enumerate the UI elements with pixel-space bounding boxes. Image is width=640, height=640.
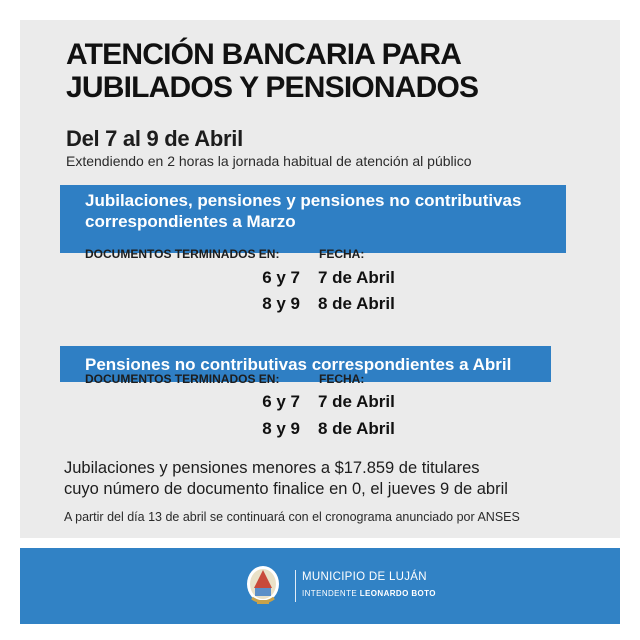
section2-row1-date: 7 de Abril (318, 392, 395, 411)
title-line-1: ATENCIÓN BANCARIA PARA (66, 38, 462, 71)
section1-row1-date: 7 de Abril (318, 268, 395, 287)
threshold-note (64, 458, 508, 500)
section2-band: Pensiones no contributivas correspondientes a Abril (60, 346, 551, 382)
section1-band-line1: Jubilaciones, pensiones y pensiones no contributivas (85, 191, 522, 210)
title-line-2: JUBILADOS Y PENSIONADOS (66, 71, 479, 104)
schedule-note: A partir del día 13 de abril se continuará con el cronograma anunciado por ANSES (64, 510, 520, 524)
page-title (66, 38, 478, 104)
subtitle: Extendiendo en 2 horas la jornada habitual de atención al público (66, 153, 472, 169)
section2-row2-docs: 8 y 9 (262, 419, 300, 438)
section1-band-line2: correspondientes a Marzo (85, 212, 296, 231)
section1-doc-header: DOCUMENTOS TERMINADOS EN: (85, 247, 280, 261)
mayor-line (302, 589, 436, 598)
date-range: Del 7 al 9 de Abril (66, 126, 243, 151)
info-card (20, 20, 620, 538)
section1-band (60, 185, 566, 253)
section2-row1-docs: 6 y 7 (262, 392, 300, 411)
municipal-seal-icon (244, 562, 282, 610)
section2-doc-header: DOCUMENTOS TERMINADOS EN: (85, 372, 280, 386)
mayor-label: INTENDENTE (302, 589, 358, 598)
threshold-note-line1: Jubilaciones y pensiones menores a $17.859 de titulares (64, 459, 480, 477)
section2-row2-date: 8 de Abril (318, 419, 395, 438)
section2-date-header: FECHA: (319, 372, 365, 386)
footer-bar (20, 548, 620, 624)
footer-divider (295, 570, 296, 602)
section1-row2-docs: 8 y 9 (262, 294, 300, 313)
section1-row1-docs: 6 y 7 (262, 268, 300, 287)
mayor-name: LEONARDO BOTO (359, 589, 436, 598)
section1-row2-date: 8 de Abril (318, 294, 395, 313)
threshold-note-line2: cuyo número de documento finalice en 0, el jueves 9 de abril (64, 480, 508, 498)
municipality-name: MUNICIPIO DE LUJÁN (302, 571, 427, 583)
section1-date-header: FECHA: (319, 247, 365, 261)
